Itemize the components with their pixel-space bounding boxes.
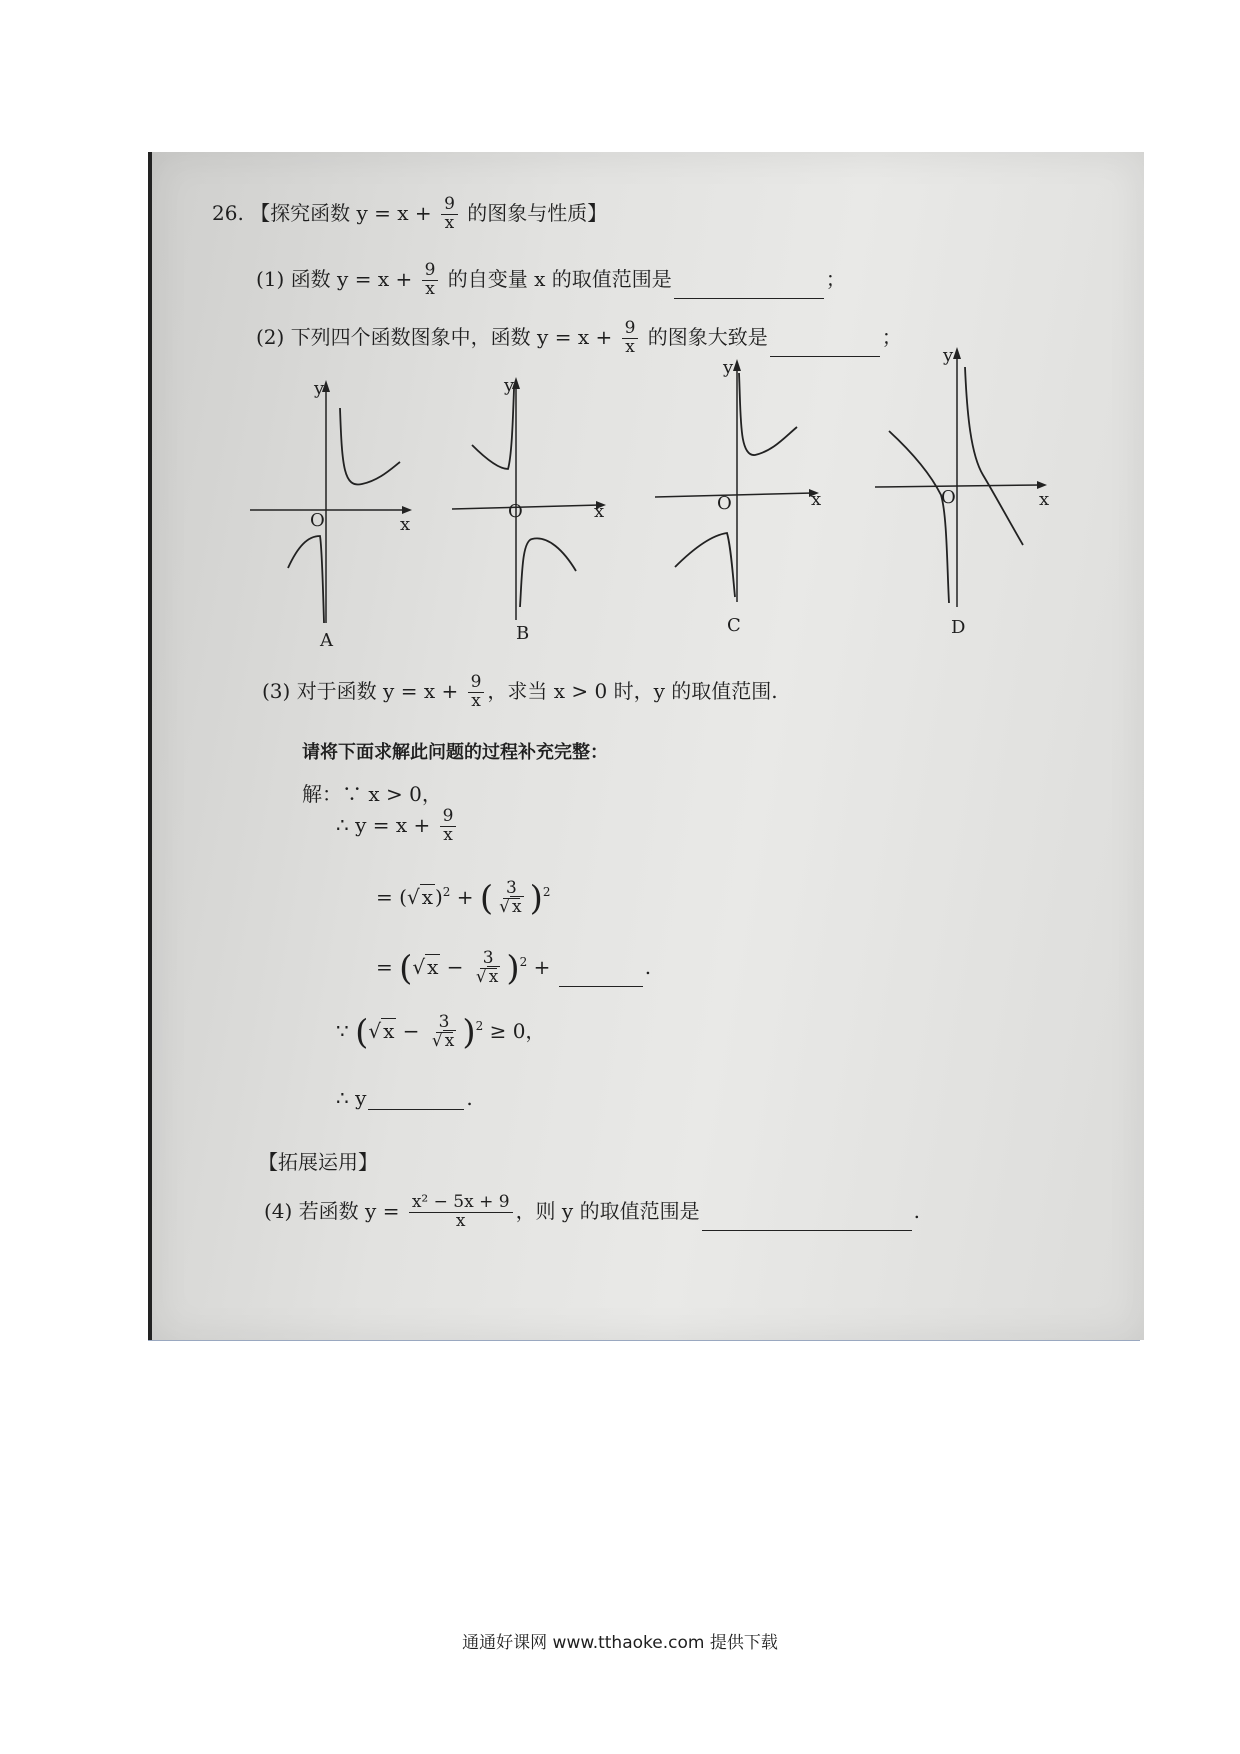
solution-step-3: = (√ x )$^2$ + ( $\frac{3}{√ x}$ )$^2$ bbox=[376, 878, 551, 919]
y-arrow-icon bbox=[953, 347, 961, 359]
x-arrow-icon bbox=[1037, 481, 1047, 489]
solution-step-6: ∴ y . bbox=[336, 1086, 473, 1110]
origin-label: O bbox=[508, 501, 523, 522]
curve-upper-branch bbox=[472, 389, 514, 469]
part-1: (1) 函数 y = x + $\frac{9}{x}$ 的自变量 x 的取值范围是 ； bbox=[256, 260, 846, 299]
question-title: 26. 【探究函数 y = x + $\frac{9}{x}$ 的图象与性质】 bbox=[212, 194, 608, 233]
origin-label: O bbox=[941, 487, 956, 508]
solution-step-4: = (√ x − $\frac{3}{√ x}$ )$^2$ + . bbox=[376, 948, 652, 989]
footer-source: 通通好课网 www.tthaoke.com 提供下载 bbox=[462, 1633, 778, 1653]
answer-blank-2[interactable] bbox=[770, 338, 880, 357]
y-label: y bbox=[314, 378, 325, 399]
fraction: $\frac{9}{x}$ bbox=[441, 196, 458, 233]
option-label-c: C bbox=[727, 615, 741, 636]
graph-d bbox=[875, 345, 1065, 638]
fraction: $\frac{3}{√ x}$ bbox=[475, 948, 499, 987]
solution-step-1: 解：∵ x > 0， bbox=[302, 782, 442, 806]
y-label: y bbox=[723, 357, 734, 378]
extension-title: 【拓展运用】 bbox=[258, 1150, 378, 1174]
option-label-a: A bbox=[320, 630, 333, 651]
solution-step-5: ∵ (√ x − $\frac{3}{√ x}$ )$^2$ ≥ 0， bbox=[336, 1012, 546, 1053]
origin-label: O bbox=[717, 493, 732, 514]
curve-left-branch bbox=[288, 536, 324, 623]
x-label: x bbox=[400, 514, 411, 535]
x-label: x bbox=[811, 489, 822, 510]
answer-blank-3[interactable] bbox=[559, 968, 643, 987]
instruction: 请将下面求解此问题的过程补充完整： bbox=[302, 742, 608, 763]
x-axis bbox=[452, 505, 600, 509]
part-3: (3) 对于函数 y = x + $\frac{9}{x}$ ，求当 x > 0 时，y 的取值范围. bbox=[262, 672, 778, 711]
fraction: $\frac{3}{√ x}$ bbox=[499, 878, 522, 917]
curve-right-branch bbox=[340, 408, 400, 484]
part-4: (4) 若函数 y = $\frac{\text{x² − 5x + 9}}{x}$ ，则 y 的取值范围是 . bbox=[264, 1192, 920, 1231]
curve-right-branch bbox=[739, 373, 797, 455]
x-axis bbox=[655, 493, 813, 497]
question-number: 26. bbox=[212, 200, 244, 225]
answer-blank-4[interactable] bbox=[368, 1091, 464, 1110]
graph-c bbox=[655, 357, 835, 636]
image-border-line bbox=[148, 1340, 1140, 1341]
fraction: $\frac{3}{√ x}$ bbox=[431, 1012, 455, 1051]
origin-label: O bbox=[310, 510, 325, 531]
y-label: y bbox=[943, 345, 954, 366]
fraction: $\frac{\text{x² − 5x + 9}}{x}$ bbox=[409, 1194, 513, 1231]
option-label-b: B bbox=[516, 623, 530, 644]
part-2: (2) 下列四个函数图象中，函数 y = x + $\frac{9}{x}$ 的图象大致是 ； bbox=[256, 318, 902, 357]
y-label: y bbox=[504, 375, 515, 396]
x-label: x bbox=[1039, 489, 1050, 510]
fraction: $\frac{9}{x}$ bbox=[440, 808, 457, 845]
fraction: $\frac{9}{x}$ bbox=[468, 674, 485, 711]
solution-step-2: ∴ y = x + $\frac{9}{x}$ bbox=[336, 808, 459, 845]
graph-a bbox=[250, 378, 420, 651]
x-arrow-icon bbox=[402, 506, 412, 514]
fraction: $\frac{9}{x}$ bbox=[622, 320, 639, 357]
curve-left-branch bbox=[889, 431, 949, 603]
answer-blank-5[interactable] bbox=[702, 1212, 912, 1231]
fraction: $\frac{9}{x}$ bbox=[422, 262, 439, 299]
y-arrow-icon bbox=[733, 359, 741, 371]
sqrt: √ x bbox=[406, 884, 433, 909]
answer-blank-1[interactable] bbox=[674, 280, 824, 299]
x-label: x bbox=[594, 501, 605, 522]
curve-right-branch bbox=[965, 367, 1023, 545]
graph-b bbox=[452, 375, 622, 644]
curve-lower-branch bbox=[520, 538, 576, 607]
curve-left-branch bbox=[675, 533, 735, 597]
x-axis bbox=[875, 485, 1041, 487]
option-label-d: D bbox=[951, 617, 966, 638]
